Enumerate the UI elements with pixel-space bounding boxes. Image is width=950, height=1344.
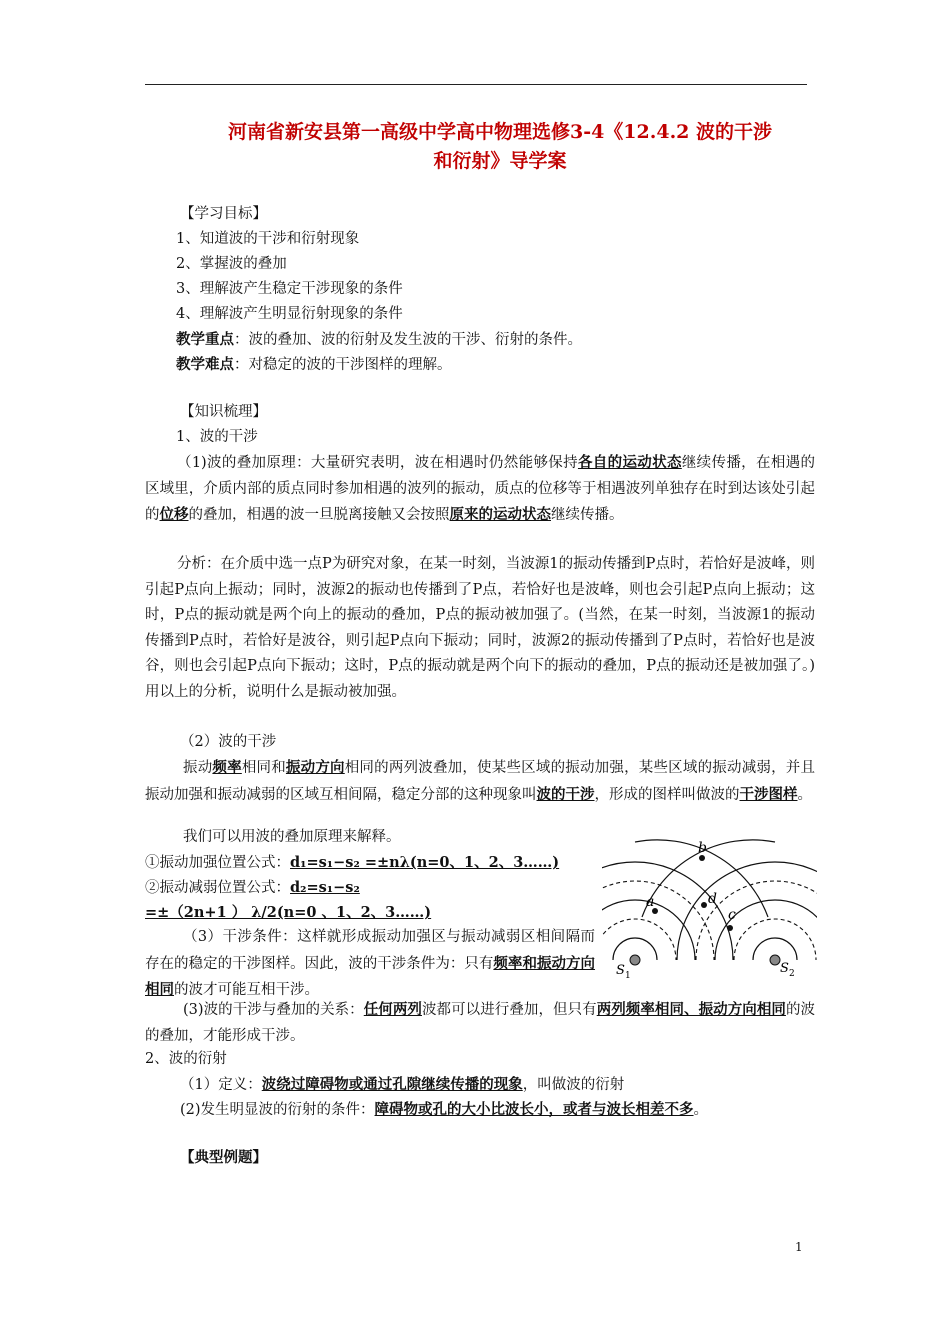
diffraction-condition: (2)发生明显波的衍射的条件：障碍物或孔的大小比波长小，或者与波长相差不多。 (180, 1101, 709, 1118)
formula-strengthen-expr: d₁=s₁−s₂ =±nλ(n=0、1、2、3……) (290, 854, 560, 871)
formula-weaken-line2: =±（2n+1 ） λ/2(n=0 、1、2、3……) (145, 904, 432, 921)
page-number: 1 (795, 1240, 803, 1254)
s1-trough-2 (602, 881, 714, 960)
formula-strengthen: ①振动加强位置公式：d₁=s₁−s₂ =±nλ(n=0、1、2、3……) (145, 854, 560, 871)
label-c: c (728, 907, 736, 923)
point-d (701, 902, 707, 908)
label-d: d (708, 891, 717, 907)
term-diffraction-cond: 障碍物或孔的大小比波长小，或者与波长相差不多 (374, 1101, 694, 1118)
term-wave-interference: 波的干涉 (536, 785, 595, 803)
label-s2: S (780, 961, 789, 976)
term-displacement: 位移 (159, 506, 189, 523)
point-c (727, 925, 733, 931)
condition-paragraph: （3）干涉条件：这样就形成振动加强区与振动减弱区相间隔而存在的稳定的干涉图样。因此，波的干涉条件为：只有频率和振动方向相同的波才可能互相干涉。 (145, 929, 596, 998)
label-s1-sub: 1 (625, 971, 631, 981)
explain-line: 我们可以用波的叠加原理来解释。 (183, 829, 401, 845)
header-rule (145, 84, 807, 85)
knowledge-heading: 【知识梳理】 (180, 404, 267, 420)
s2-crest-3 (677, 862, 817, 960)
term-two-same: 两列频率相同、振动方向相同 (596, 1001, 786, 1018)
term-own-motion-state: 各自的运动状态 (577, 454, 682, 471)
goal-item-4: 4、理解波产生明显衍射现象的条件 (176, 306, 403, 322)
title-line-2: 和衍射》导学案 (433, 150, 567, 172)
formula-weaken: ②振动减弱位置公式：d₂=s₁−s₂ (145, 879, 360, 896)
difficulty-label: 教学难点 (176, 356, 234, 373)
key-text: ：波的叠加、波的衍射及发生波的干涉、衍射的条件。 (234, 332, 582, 348)
teaching-key-point (176, 327, 582, 353)
s2-trough-1 (734, 919, 816, 960)
goal-item-1: 1、知道波的干涉和衍射现象 (176, 231, 360, 247)
term-interference-pattern: 干涉图样 (739, 785, 798, 803)
label-s2-sub: 2 (789, 969, 795, 979)
term-vibration-direction: 振动方向 (285, 759, 345, 776)
teaching-difficulty (176, 352, 452, 378)
document-title (140, 118, 860, 176)
relation-paragraph: (3)波的干涉与叠加的关系：任何两列波都可以进行叠加，但只有两列频率相同、振动方向相同的波的叠加，才能形成干涉。 (145, 1001, 816, 1044)
difficulty-text: ：对稳定的波的干涉图样的理解。 (234, 357, 452, 373)
analysis-paragraph: 分析：在介质中选一点P为研究对象，在某一时刻，当波源1的振动传播到P点时，若恰好是波峰，则引起P点向上振动；同时，波源2的振动也传播到了P点，若恰好也是波峰，则也会引起P点向上振动；这时，P点的振动就是两个向上的振动的叠加，P点的振动被加强了。(当然，在某一时刻，当波源1的振动传播到P点时，若恰好是波谷，则引起P点向下振动；同时，波源2的振动传播到了P点时，若恰好也是波谷，则也会引起P点向下振动；这时，P点的振动就是两个向下的振动的叠加，P点的振动还是被加强了。)用以上的分析，说明什么是振动被加强。 (145, 556, 815, 700)
term-diffraction-def: 波绕过障碍物或通过孔隙继续传播的现象 (261, 1076, 523, 1093)
title-line-1: 河南省新安县第一高级中学高中物理选修3-4《12.4.2 波的干涉 (227, 121, 773, 143)
interference-diagram (602, 832, 817, 982)
goal-item-3: 3、理解波产生稳定干涉现象的条件 (176, 281, 403, 297)
examples-heading: 【典型例题】 (180, 1149, 267, 1166)
source-s1 (630, 955, 640, 965)
key-label: 教学重点 (176, 331, 234, 348)
label-a: a (646, 894, 655, 910)
goal-item-2: 2、掌握波的叠加 (176, 256, 287, 272)
goals-heading: 【学习目标】 (180, 206, 267, 222)
term-any-two: 任何两列 (363, 1001, 422, 1018)
source-s2 (770, 955, 780, 965)
sub-interference: （2）波的干涉 (180, 734, 277, 750)
section-interference: 1、波的干涉 (176, 429, 258, 445)
term-frequency: 频率 (212, 759, 242, 776)
term-original-motion-state: 原来的运动状态 (449, 506, 551, 523)
formula-weaken-expr: d₂=s₁−s₂ (290, 879, 360, 896)
superposition-paragraph: （1)波的叠加原理：大量研究表明，波在相遇时仍然能够保持各自的运动状态继续传播，在相遇的区域里，介质内部的质点同时参加相遇的波列的振动，质点的位移等于相遇波列单独存在时到达该处引起的位移的叠加，相遇的波一旦脱离接触又会按照原来的运动状态继续传播。 (145, 454, 815, 523)
label-s1: S (616, 963, 625, 978)
s1-trough-1 (602, 919, 676, 960)
diffraction-definition: （1）定义：波绕过障碍物或通过孔隙继续传播的现象，叫做波的衍射 (180, 1076, 625, 1093)
section-diffraction: 2、波的衍射 (145, 1051, 227, 1067)
label-b: b (698, 840, 707, 856)
term-same-frequency-direction: 频率和振动方向相同 (145, 954, 596, 998)
interference-paragraph: 振动频率相同和振动方向相同的两列波叠加，使某些区域的振动加强，某些区域的振动减弱，并且振动加强和振动减弱的区域互相间隔，稳定分部的这种现象叫波的干涉，形成的图样叫做波的干涉图样。 (145, 759, 816, 803)
